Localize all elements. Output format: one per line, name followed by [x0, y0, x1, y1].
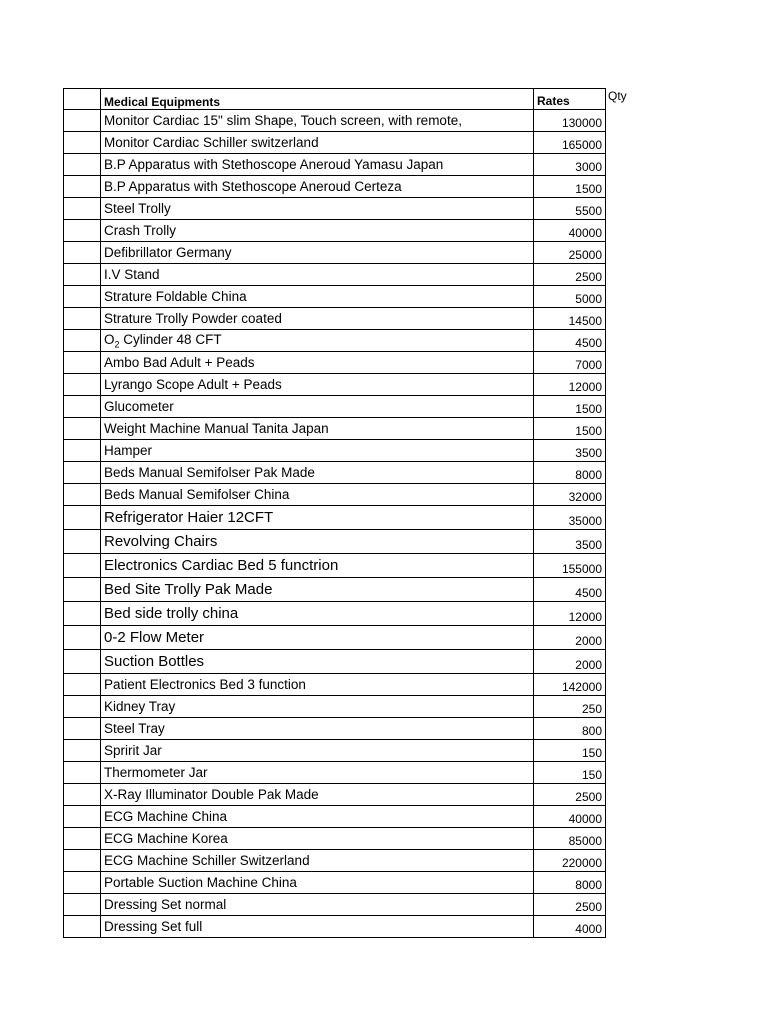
- row-blank-cell: [64, 198, 101, 220]
- item-cell: I.V Stand: [101, 264, 534, 286]
- qty-cell: [606, 264, 673, 286]
- item-cell: ECG Machine Korea: [101, 828, 534, 850]
- qty-cell: [606, 330, 673, 352]
- table-row: [64, 418, 673, 440]
- item-cell: Monitor Cardiac Schiller switzerland: [101, 132, 534, 154]
- row-blank-cell: [64, 916, 101, 938]
- row-blank-cell: [64, 242, 101, 264]
- rate-cell: 7000: [534, 352, 606, 374]
- row-blank-cell: [64, 506, 101, 530]
- row-blank-cell: [64, 894, 101, 916]
- item-text-suffix: Cylinder 48 CFT: [119, 331, 222, 347]
- row-blank-cell: [64, 220, 101, 242]
- rate-cell: 3500: [534, 530, 606, 554]
- header-item-cell: Medical Equipments: [101, 89, 534, 110]
- table-row: [64, 220, 673, 242]
- table-row: [64, 740, 673, 762]
- table-row: [64, 154, 673, 176]
- row-blank-cell: [64, 578, 101, 602]
- item-cell: Kidney Tray: [101, 696, 534, 718]
- row-blank-cell: [64, 762, 101, 784]
- rate-cell: 2500: [534, 894, 606, 916]
- table-row: [64, 850, 673, 872]
- table-row: [64, 110, 673, 132]
- qty-cell: [606, 242, 673, 264]
- row-blank-cell: [64, 828, 101, 850]
- table-row: [64, 916, 673, 938]
- rate-cell: 2500: [534, 264, 606, 286]
- header-rate-cell: Rates: [534, 89, 606, 110]
- item-cell: Spririt Jar: [101, 740, 534, 762]
- rate-cell: 1500: [534, 418, 606, 440]
- row-blank-cell: [64, 602, 101, 626]
- item-cell: Steel Tray: [101, 718, 534, 740]
- rate-cell: 85000: [534, 828, 606, 850]
- qty-cell: [606, 396, 673, 418]
- row-blank-cell: [64, 110, 101, 132]
- item-cell: Strature Foldable China: [101, 286, 534, 308]
- item-subscript: 2: [114, 339, 120, 350]
- item-cell: Lyrango Scope Adult + Peads: [101, 374, 534, 396]
- table-row: [64, 440, 673, 462]
- table-row: [64, 352, 673, 374]
- item-cell: Crash Trolly: [101, 220, 534, 242]
- table-row: [64, 530, 673, 554]
- rate-cell: 142000: [534, 674, 606, 696]
- row-blank-cell: [64, 530, 101, 554]
- qty-cell: [606, 828, 673, 850]
- item-cell: ECG Machine Schiller Switzerland: [101, 850, 534, 872]
- table-row: [64, 330, 673, 352]
- item-cell: Dressing Set full: [101, 916, 534, 938]
- rate-cell: 4500: [534, 330, 606, 352]
- table-row: [64, 578, 673, 602]
- item-cell: Beds Manual Semifolser China: [101, 484, 534, 506]
- table-row: [64, 264, 673, 286]
- qty-cell: [606, 506, 673, 530]
- row-blank-cell: [64, 396, 101, 418]
- item-cell: ECG Machine China: [101, 806, 534, 828]
- rate-cell: 32000: [534, 484, 606, 506]
- item-cell: Suction Bottles: [101, 650, 534, 674]
- item-cell: Weight Machine Manual Tanita Japan: [101, 418, 534, 440]
- qty-cell: [606, 578, 673, 602]
- row-blank-cell: [64, 308, 101, 330]
- row-blank-cell: [64, 784, 101, 806]
- row-blank-cell: [64, 674, 101, 696]
- rate-cell: 165000: [534, 132, 606, 154]
- item-cell: X-Ray Illuminator Double Pak Made: [101, 784, 534, 806]
- item-cell: Defibrillator Germany: [101, 242, 534, 264]
- rate-cell: 14500: [534, 308, 606, 330]
- item-cell: Steel Trolly: [101, 198, 534, 220]
- qty-cell: [606, 484, 673, 506]
- table-row: [64, 132, 673, 154]
- qty-cell: [606, 894, 673, 916]
- qty-cell: [606, 530, 673, 554]
- rate-cell: 4000: [534, 916, 606, 938]
- rate-cell: 150: [534, 740, 606, 762]
- table-row: [64, 176, 673, 198]
- qty-cell: [606, 806, 673, 828]
- table-row: [64, 872, 673, 894]
- item-cell: Thermometer Jar: [101, 762, 534, 784]
- qty-cell: [606, 872, 673, 894]
- rate-cell: 25000: [534, 242, 606, 264]
- qty-cell: [606, 718, 673, 740]
- row-blank-cell: [64, 718, 101, 740]
- table-row: [64, 374, 673, 396]
- item-cell: Refrigerator Haier 12CFT: [101, 506, 534, 530]
- row-blank-cell: [64, 176, 101, 198]
- table-row: [64, 198, 673, 220]
- rate-cell: 250: [534, 696, 606, 718]
- qty-cell: [606, 674, 673, 696]
- qty-cell: [606, 602, 673, 626]
- row-blank-cell: [64, 418, 101, 440]
- header-row: [64, 89, 673, 110]
- table-row: [64, 286, 673, 308]
- row-blank-cell: [64, 286, 101, 308]
- row-blank-cell: [64, 264, 101, 286]
- table-row: [64, 718, 673, 740]
- table-row: [64, 506, 673, 530]
- item-cell: 0-2 Flow Meter: [101, 626, 534, 650]
- rate-cell: 4500: [534, 578, 606, 602]
- qty-cell: [606, 198, 673, 220]
- rate-cell: 3500: [534, 440, 606, 462]
- table-row: [64, 602, 673, 626]
- row-blank-cell: [64, 330, 101, 352]
- qty-cell: [606, 462, 673, 484]
- item-cell: Ambo Bad Adult + Peads: [101, 352, 534, 374]
- row-blank-cell: [64, 806, 101, 828]
- table-row: [64, 484, 673, 506]
- qty-cell: [606, 696, 673, 718]
- row-blank-cell: [64, 740, 101, 762]
- item-cell: Portable Suction Machine China: [101, 872, 534, 894]
- row-blank-cell: [64, 374, 101, 396]
- table-row: [64, 894, 673, 916]
- table-row: [64, 308, 673, 330]
- rate-cell: 2500: [534, 784, 606, 806]
- row-blank-cell: [64, 696, 101, 718]
- item-cell: Beds Manual Semifolser Pak Made: [101, 462, 534, 484]
- qty-cell: [606, 554, 673, 578]
- qty-cell: [606, 850, 673, 872]
- item-cell: Revolving Chairs: [101, 530, 534, 554]
- rate-cell: 8000: [534, 462, 606, 484]
- row-blank-cell: [64, 440, 101, 462]
- qty-cell: [606, 374, 673, 396]
- item-cell: [101, 330, 534, 352]
- rate-cell: 35000: [534, 506, 606, 530]
- table-row: [64, 674, 673, 696]
- qty-cell: [606, 784, 673, 806]
- item-cell: Hamper: [101, 440, 534, 462]
- table-row: [64, 762, 673, 784]
- row-blank-cell: [64, 352, 101, 374]
- rate-cell: 800: [534, 718, 606, 740]
- header-qty-cell: Qty: [608, 88, 627, 103]
- rate-cell: 8000: [534, 872, 606, 894]
- table-row: [64, 828, 673, 850]
- rate-cell: 2000: [534, 650, 606, 674]
- row-blank-cell: [64, 872, 101, 894]
- qty-cell: [606, 352, 673, 374]
- row-blank-cell: [64, 650, 101, 674]
- item-cell: Strature Trolly Powder coated: [101, 308, 534, 330]
- item-cell: Patient Electronics Bed 3 function: [101, 674, 534, 696]
- rate-cell: 155000: [534, 554, 606, 578]
- rate-cell: 150: [534, 762, 606, 784]
- qty-cell: [606, 418, 673, 440]
- rate-cell: 12000: [534, 374, 606, 396]
- rate-cell: 2000: [534, 626, 606, 650]
- rate-cell: 5000: [534, 286, 606, 308]
- qty-cell: [606, 132, 673, 154]
- table-row: [64, 626, 673, 650]
- qty-cell: [606, 650, 673, 674]
- row-blank-cell: [64, 462, 101, 484]
- rate-cell: 220000: [534, 850, 606, 872]
- rate-cell: 40000: [534, 806, 606, 828]
- row-blank-cell: [64, 554, 101, 578]
- qty-cell: [606, 626, 673, 650]
- row-blank-cell: [64, 154, 101, 176]
- rate-cell: 5500: [534, 198, 606, 220]
- rate-cell: 1500: [534, 176, 606, 198]
- item-cell: Monitor Cardiac 15" slim Shape, Touch screen, with remote,: [101, 110, 534, 132]
- rate-cell: 130000: [534, 110, 606, 132]
- qty-cell: [606, 220, 673, 242]
- item-cell: B.P Apparatus with Stethoscope Aneroud Yamasu Japan: [101, 154, 534, 176]
- qty-cell: [606, 286, 673, 308]
- header-blank-cell: [64, 89, 101, 110]
- row-blank-cell: [64, 132, 101, 154]
- row-blank-cell: [64, 626, 101, 650]
- item-cell: Dressing Set normal: [101, 894, 534, 916]
- table-row: [64, 242, 673, 264]
- qty-cell: [606, 176, 673, 198]
- qty-cell: [606, 740, 673, 762]
- item-cell: Bed Site Trolly Pak Made: [101, 578, 534, 602]
- rate-cell: 3000: [534, 154, 606, 176]
- row-blank-cell: [64, 484, 101, 506]
- equipment-rate-sheet: [63, 88, 673, 938]
- qty-cell: [606, 308, 673, 330]
- table-row: [64, 650, 673, 674]
- table-row: [64, 396, 673, 418]
- qty-cell: [606, 154, 673, 176]
- table-row: [64, 784, 673, 806]
- item-cell: B.P Apparatus with Stethoscope Aneroud Certeza: [101, 176, 534, 198]
- table-row: [64, 462, 673, 484]
- row-blank-cell: [64, 850, 101, 872]
- rate-cell: 12000: [534, 602, 606, 626]
- table-row: [64, 554, 673, 578]
- qty-cell: [606, 110, 673, 132]
- qty-cell: [606, 916, 673, 938]
- item-text-prefix: O: [104, 331, 115, 347]
- item-cell: Glucometer: [101, 396, 534, 418]
- item-cell: Electronics Cardiac Bed 5 functrion: [101, 554, 534, 578]
- rate-cell: 40000: [534, 220, 606, 242]
- table-row: [64, 696, 673, 718]
- item-cell: Bed side trolly china: [101, 602, 534, 626]
- qty-cell: [606, 762, 673, 784]
- rate-cell: 1500: [534, 396, 606, 418]
- qty-cell: [606, 440, 673, 462]
- table-row: [64, 806, 673, 828]
